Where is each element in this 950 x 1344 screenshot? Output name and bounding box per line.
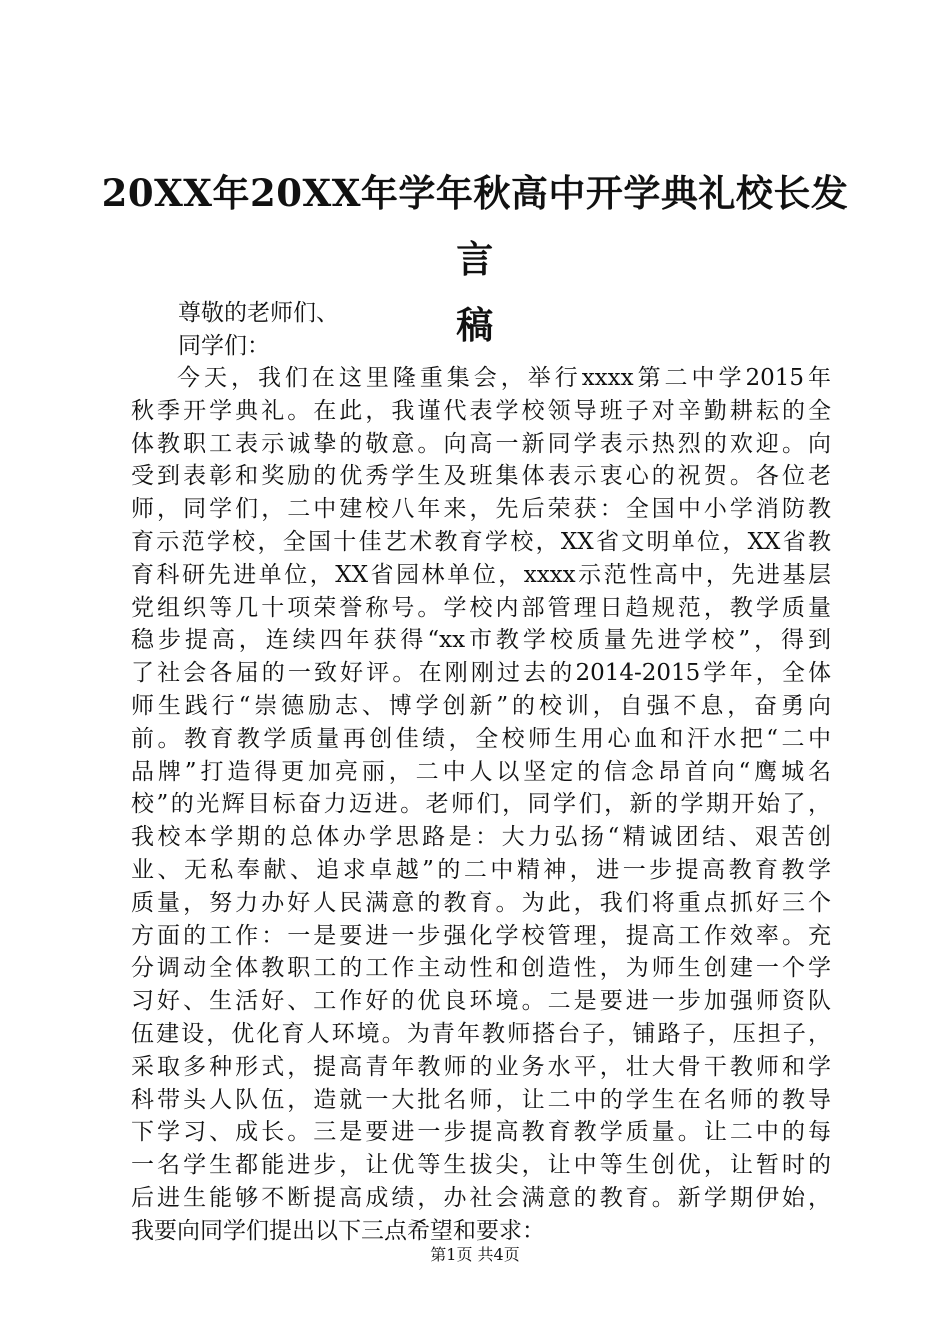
body-line: 秋季开学典礼。在此，我谨代表学校领导班子对辛勤耕耘的全: [131, 397, 831, 424]
body-line: 体教职工表示诚挚的敬意。向高一新同学表示热烈的欢迎。向: [131, 430, 831, 457]
body-line: 今天，我们在这里隆重集会，举行xxxx第二中学2015年: [177, 365, 831, 391]
body-line: 受到表彰和奖励的优秀学生及班集体表示衷心的祝贺。各位老: [131, 463, 831, 490]
body-line: 分调动全体教职工的工作主动性和创造性，为师生创建一个学: [131, 955, 831, 982]
body-line: 科带头人队伍，造就一大批名师，让二中的学生在名师的教导: [131, 1086, 831, 1113]
salutation-teachers: 尊敬的老师们、: [178, 300, 339, 326]
body-line: 稳步提高，连续四年获得“xx市教学校质量先进学校”，得到: [131, 627, 831, 654]
body-line: 伍建设，优化育人环境。为青年教师搭台子，铺路子，压担子，: [131, 1020, 831, 1047]
body-line: 了社会各届的一致好评。在刚刚过去的2014-2015学年，全体: [131, 660, 831, 687]
body-line: 党组织等几十项荣誉称号。学校内部管理日趋规范，教学质量: [131, 594, 831, 621]
title-line-1: 20XX年20XX年学年秋高中开学典礼校长发言: [101, 171, 849, 281]
body-line: 育示范学校，全国十佳艺术教育学校，XX省文明单位，XX省教: [131, 528, 831, 555]
body-line: 前。教育教学质量再创佳绩，全校师生用心血和汗水把“二中: [131, 725, 831, 752]
page-number-footer: 第1页 共4页: [430, 1245, 520, 1264]
body-line: 方面的工作：一是要进一步强化学校管理，提高工作效率。充: [131, 922, 831, 949]
body-line: 师生践行“崇德励志、博学创新”的校训，自强不息，奋勇向: [131, 692, 831, 719]
body-line: 师，同学们，二中建校八年来，先后荣获：全国中小学消防教: [131, 496, 831, 523]
body-line: 我校本学期的总体办学思路是：大力弘扬“精诚团结、艰苦创: [131, 824, 831, 851]
body-line: 采取多种形式，提高青年教师的业务水平，壮大骨干教师和学: [131, 1053, 831, 1080]
body-line: 我要向同学们提出以下三点希望和要求：: [131, 1217, 545, 1244]
body-line: 习好、生活好、工作好的优良环境。二是要进一步加强师资队: [131, 988, 831, 1015]
body-line: 业、无私奉献、追求卓越”的二中精神，进一步提高教育教学: [131, 856, 831, 883]
body-line: 育科研先进单位，XX省园林单位，xxxx示范性高中，先进基层: [131, 561, 831, 588]
title-line-2: 稿: [456, 303, 494, 347]
body-line: 质量，努力办好人民满意的教育。为此，我们将重点抓好三个: [131, 889, 831, 916]
body-line: 一名学生都能进步，让优等生拔尖，让中等生创优，让暂时的: [131, 1152, 831, 1179]
salutation-students: 同学们：: [178, 333, 270, 359]
speech-body: [131, 362, 831, 1248]
body-line: 品牌”打造得更加亮丽，二中人以坚定的信念昂首向“鹰城名: [131, 758, 831, 785]
body-line: 校”的光辉目标奋力迈进。老师们，同学们，新的学期开始了，: [131, 791, 831, 818]
body-line: 后进生能够不断提高成绩，办社会满意的教育。新学期伊始，: [131, 1184, 831, 1211]
body-line: 下学习、成长。三是要进一步提高教育教学质量。让二中的每: [131, 1119, 831, 1146]
